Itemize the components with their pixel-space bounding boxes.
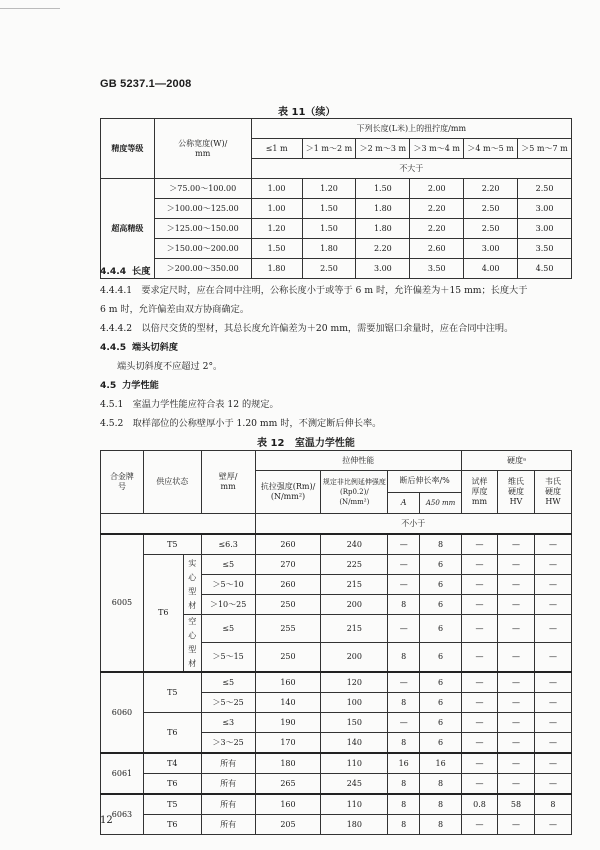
value-cell: 1.80 bbox=[251, 259, 302, 279]
value-cell: 170 bbox=[255, 733, 321, 754]
webster-unit: HW bbox=[545, 497, 561, 506]
value-cell: — bbox=[497, 595, 534, 615]
value-cell: — bbox=[497, 713, 534, 733]
value-cell: — bbox=[534, 774, 571, 795]
table-row bbox=[101, 815, 572, 835]
width-cell: ＞200.00～350.00 bbox=[154, 259, 251, 279]
value-cell: 1.80 bbox=[302, 239, 356, 259]
value-cell: — bbox=[462, 534, 498, 555]
wall-cell: ＞5～15 bbox=[201, 643, 255, 672]
table12-caption-num: 表 12 bbox=[257, 438, 285, 449]
section-number: 4.4.5 bbox=[100, 342, 127, 353]
wall-cell: ＞5～25 bbox=[201, 693, 255, 713]
width-cell: ＞150.00～200.00 bbox=[154, 239, 251, 259]
webster-label: 韦氏硬度 bbox=[544, 477, 561, 496]
table-row bbox=[101, 534, 572, 555]
wall-cell: 所有 bbox=[201, 815, 255, 835]
value-cell: 2.20 bbox=[356, 239, 410, 259]
vickers-unit: HV bbox=[509, 497, 523, 506]
value-cell: — bbox=[497, 534, 534, 555]
value-cell: 2.20 bbox=[410, 199, 464, 219]
value-cell: 120 bbox=[321, 672, 388, 693]
value-cell: 180 bbox=[255, 753, 321, 774]
section-number: 4.5 bbox=[100, 380, 117, 391]
clause-4-5-1: 4.5.1 室温力学性能应符合表 12 的规定。 bbox=[100, 399, 279, 410]
value-cell: 160 bbox=[255, 672, 321, 693]
alloy-cell: 6063 bbox=[101, 794, 144, 835]
value-cell: — bbox=[388, 534, 420, 555]
value-cell: — bbox=[534, 643, 571, 672]
value-cell: 6 bbox=[420, 615, 462, 643]
value-cell: 6 bbox=[420, 643, 462, 672]
header-elongation: 断后伸长率/% bbox=[388, 471, 462, 493]
sample-label: 试样厚度 bbox=[471, 477, 488, 496]
value-cell: 8 bbox=[420, 794, 462, 815]
value-cell: 1.80 bbox=[356, 199, 410, 219]
value-cell: 2.60 bbox=[410, 239, 464, 259]
value-cell: 8 bbox=[388, 693, 420, 713]
value-cell: 1.00 bbox=[251, 199, 302, 219]
value-cell: 1.50 bbox=[302, 219, 356, 239]
table11-header-width bbox=[154, 119, 251, 179]
value-cell: — bbox=[497, 753, 534, 774]
clause-4-4-4-1: 4.4.4.1 要求定尺时，应在合同中注明，公称长度小于或等于 6 m 时，允许偏差为＋15 mm；长度大于 bbox=[100, 285, 528, 296]
value-cell: — bbox=[534, 615, 571, 643]
value-cell: 160 bbox=[255, 794, 321, 815]
header-hardness-group: 硬度ᵃ bbox=[462, 451, 572, 471]
value-cell: — bbox=[462, 774, 498, 795]
value-cell: 270 bbox=[255, 555, 321, 575]
wall-cell: ≤6.3 bbox=[201, 534, 255, 555]
header-wall bbox=[201, 451, 255, 514]
alloy-cell: 6061 bbox=[101, 753, 144, 794]
value-cell: 215 bbox=[321, 615, 388, 643]
width-label: 公称宽度(W)/ bbox=[178, 138, 228, 148]
value-cell: 8 bbox=[388, 815, 420, 835]
state-cell: T5 bbox=[143, 672, 201, 713]
section-title: 端头切斜度 bbox=[132, 342, 178, 353]
value-cell: 245 bbox=[321, 774, 388, 795]
vickers-label: 维氏硬度 bbox=[507, 477, 524, 496]
state-cell: T5 bbox=[143, 794, 201, 815]
value-cell: 205 bbox=[255, 815, 321, 835]
value-cell: — bbox=[534, 575, 571, 595]
rp-unit: (N/mm²) bbox=[339, 498, 370, 506]
sample-unit: mm bbox=[471, 497, 488, 506]
value-cell: 250 bbox=[255, 643, 321, 672]
section-title: 力学性能 bbox=[122, 380, 159, 391]
value-cell: 180 bbox=[321, 815, 388, 835]
value-cell: — bbox=[462, 672, 498, 693]
table12-not-less: 不小于 bbox=[255, 514, 571, 535]
value-cell: 190 bbox=[255, 713, 321, 733]
section-number: 4.4.4 bbox=[100, 266, 127, 277]
value-cell: 2.50 bbox=[518, 179, 572, 199]
value-cell: 3.00 bbox=[518, 199, 572, 219]
value-cell: 0.8 bbox=[462, 794, 498, 815]
value-cell: — bbox=[388, 555, 420, 575]
value-cell: 6 bbox=[420, 733, 462, 754]
value-cell: 2.50 bbox=[464, 199, 518, 219]
value-cell: — bbox=[462, 713, 498, 733]
value-cell: — bbox=[534, 733, 571, 754]
table12-caption bbox=[257, 434, 355, 449]
page-number: 12 bbox=[100, 815, 113, 826]
table-row bbox=[101, 713, 572, 733]
value-cell: 16 bbox=[420, 753, 462, 774]
wall-cell: ≤3 bbox=[201, 713, 255, 733]
rp-label: 规定非比例延伸强度(Rp0.2)/ bbox=[322, 478, 386, 496]
wall-label: 壁厚/ bbox=[218, 472, 238, 481]
value-cell: 3.50 bbox=[410, 259, 464, 279]
section-title: 长度 bbox=[132, 266, 151, 277]
rm-label: 抗拉强度(Rm)/ bbox=[260, 482, 316, 491]
table11 bbox=[100, 118, 572, 279]
value-cell: 240 bbox=[321, 534, 388, 555]
value-cell: 1.80 bbox=[356, 219, 410, 239]
section-4-4-4 bbox=[100, 262, 150, 281]
value-cell: 1.20 bbox=[302, 179, 356, 199]
header-supply: 供应状态 bbox=[143, 451, 201, 514]
clause-4-4-5-text: 端头切斜度不应超过 2°。 bbox=[117, 361, 223, 372]
value-cell: 255 bbox=[255, 615, 321, 643]
wall-cell: 所有 bbox=[201, 794, 255, 815]
width-cell: ＞100.00～125.00 bbox=[154, 199, 251, 219]
value-cell: 265 bbox=[255, 774, 321, 795]
value-cell: 6 bbox=[420, 595, 462, 615]
value-cell: — bbox=[534, 713, 571, 733]
table-row bbox=[101, 259, 572, 279]
length-range: ＞4 m～5 m bbox=[464, 139, 518, 159]
value-cell: 1.50 bbox=[251, 239, 302, 259]
value-cell: — bbox=[534, 534, 571, 555]
section-4-5 bbox=[100, 376, 159, 395]
wall-cell: ＞3～25 bbox=[201, 733, 255, 754]
table-row bbox=[101, 219, 572, 239]
wall-cell: 所有 bbox=[201, 753, 255, 774]
value-cell: — bbox=[462, 615, 498, 643]
scan-edge-line bbox=[0, 8, 60, 9]
wall-cell: ≤5 bbox=[201, 555, 255, 575]
header-a: A bbox=[388, 492, 420, 514]
length-range: ＞3 m～4 m bbox=[410, 139, 464, 159]
value-cell: 8 bbox=[388, 595, 420, 615]
table-row bbox=[101, 199, 572, 219]
value-cell: 2.20 bbox=[410, 219, 464, 239]
value-cell: — bbox=[497, 774, 534, 795]
value-cell: — bbox=[534, 753, 571, 774]
value-cell: — bbox=[497, 693, 534, 713]
value-cell: 250 bbox=[255, 595, 321, 615]
value-cell: 58 bbox=[497, 794, 534, 815]
value-cell: 6 bbox=[420, 575, 462, 595]
wall-unit: mm bbox=[220, 482, 236, 491]
value-cell: 2.20 bbox=[464, 179, 518, 199]
width-cell: ＞75.00～100.00 bbox=[154, 179, 251, 199]
value-cell: — bbox=[497, 615, 534, 643]
value-cell: 8 bbox=[534, 794, 571, 815]
subtype-cell: 实心型材 bbox=[183, 555, 201, 615]
value-cell: 6 bbox=[420, 555, 462, 575]
standard-header: GB 5237.1—2008 bbox=[100, 78, 192, 90]
state-cell: T6 bbox=[143, 815, 201, 835]
wall-cell: ≤5 bbox=[201, 672, 255, 693]
value-cell: 8 bbox=[420, 534, 462, 555]
value-cell: — bbox=[462, 595, 498, 615]
header-sample-thickness bbox=[462, 471, 498, 514]
value-cell: 2.50 bbox=[464, 219, 518, 239]
value-cell: 260 bbox=[255, 534, 321, 555]
header-rm bbox=[255, 471, 321, 514]
value-cell: — bbox=[534, 693, 571, 713]
grade-cell: 超高精级 bbox=[101, 179, 155, 279]
state-cell: T5 bbox=[143, 534, 201, 555]
value-cell: — bbox=[462, 555, 498, 575]
value-cell: — bbox=[497, 643, 534, 672]
table-row bbox=[101, 555, 572, 575]
subtype-cell: 空心型材 bbox=[183, 615, 201, 673]
value-cell: 100 bbox=[321, 693, 388, 713]
clause-4-4-4-1-cont: 6 m 时，允许偏差由双方协商确定。 bbox=[100, 304, 250, 315]
value-cell: — bbox=[388, 615, 420, 643]
value-cell: 8 bbox=[388, 643, 420, 672]
value-cell: 2.00 bbox=[410, 179, 464, 199]
value-cell: 3.50 bbox=[518, 239, 572, 259]
section-4-4-5 bbox=[100, 338, 178, 357]
table12-caption-title: 室温力学性能 bbox=[294, 438, 355, 449]
width-cell: ＞125.00～150.00 bbox=[154, 219, 251, 239]
value-cell: 1.50 bbox=[302, 199, 356, 219]
value-cell: 6 bbox=[420, 672, 462, 693]
value-cell: 1.50 bbox=[356, 179, 410, 199]
value-cell: — bbox=[462, 575, 498, 595]
value-cell: 1.00 bbox=[251, 179, 302, 199]
value-cell: 16 bbox=[388, 753, 420, 774]
value-cell: — bbox=[462, 643, 498, 672]
value-cell: 225 bbox=[321, 555, 388, 575]
value-cell: 110 bbox=[321, 794, 388, 815]
value-cell: 150 bbox=[321, 713, 388, 733]
value-cell: 1.20 bbox=[251, 219, 302, 239]
table-row bbox=[101, 179, 572, 199]
value-cell: — bbox=[462, 753, 498, 774]
value-cell: 8 bbox=[388, 733, 420, 754]
table-row bbox=[101, 672, 572, 693]
table11-not-greater: 不大于 bbox=[251, 159, 571, 179]
value-cell: — bbox=[462, 733, 498, 754]
value-cell: — bbox=[534, 815, 571, 835]
length-range: ＞2 m～3 m bbox=[356, 139, 410, 159]
wall-cell: ＞10～25 bbox=[201, 595, 255, 615]
length-range: ＞1 m～2 m bbox=[302, 139, 356, 159]
value-cell: 110 bbox=[321, 753, 388, 774]
clause-4-5-2: 4.5.2 取样部位的公称壁厚小于 1.20 mm 时，不测定断后伸长率。 bbox=[100, 418, 382, 429]
rm-unit: (N/mm²) bbox=[270, 492, 306, 501]
state-cell: T6 bbox=[143, 555, 183, 673]
value-cell: 8 bbox=[420, 774, 462, 795]
state-cell: T4 bbox=[143, 753, 201, 774]
state-cell: T6 bbox=[143, 774, 201, 795]
length-range: ＞5 m～7 m bbox=[518, 139, 572, 159]
value-cell: — bbox=[497, 555, 534, 575]
value-cell: — bbox=[388, 575, 420, 595]
value-cell: 3.00 bbox=[356, 259, 410, 279]
state-cell: T6 bbox=[143, 713, 201, 754]
value-cell: — bbox=[497, 815, 534, 835]
value-cell: 6 bbox=[420, 693, 462, 713]
header-a50: A50 mm bbox=[420, 492, 462, 514]
value-cell: — bbox=[534, 672, 571, 693]
wall-cell: ＞5～10 bbox=[201, 575, 255, 595]
value-cell: 140 bbox=[321, 733, 388, 754]
value-cell: 260 bbox=[255, 575, 321, 595]
wall-cell: ≤5 bbox=[201, 615, 255, 643]
table12 bbox=[100, 450, 572, 835]
value-cell: 8 bbox=[388, 794, 420, 815]
value-cell: — bbox=[388, 713, 420, 733]
header-tensile-group: 拉伸性能 bbox=[255, 451, 461, 471]
length-range: ≤1 m bbox=[251, 139, 302, 159]
value-cell: 215 bbox=[321, 575, 388, 595]
alloy-cell: 6005 bbox=[101, 534, 144, 672]
header-vickers bbox=[497, 471, 534, 514]
value-cell: 6 bbox=[420, 713, 462, 733]
value-cell: 8 bbox=[420, 815, 462, 835]
value-cell: — bbox=[388, 672, 420, 693]
value-cell: 200 bbox=[321, 595, 388, 615]
header-webster bbox=[534, 471, 571, 514]
value-cell: — bbox=[462, 693, 498, 713]
value-cell: 8 bbox=[388, 774, 420, 795]
table11-caption: 表 11（续） bbox=[278, 107, 336, 118]
value-cell: — bbox=[534, 555, 571, 575]
wall-cell: 所有 bbox=[201, 774, 255, 795]
value-cell: — bbox=[497, 575, 534, 595]
value-cell: 140 bbox=[255, 693, 321, 713]
value-cell: 2.50 bbox=[302, 259, 356, 279]
table11-header-length-group: 下列长度(L米)上的扭拧度/mm bbox=[251, 119, 571, 139]
table-row bbox=[101, 774, 572, 795]
blank-cell bbox=[101, 514, 256, 535]
value-cell: — bbox=[534, 595, 571, 615]
table-row bbox=[101, 794, 572, 815]
table-row bbox=[101, 239, 572, 259]
value-cell: 3.00 bbox=[464, 239, 518, 259]
table-row bbox=[101, 753, 572, 774]
clause-4-4-4-2: 4.4.4.2 以倍尺交货的型材，其总长度允许偏差为＋20 mm，需要加锯口余量时，应在合同中注明。 bbox=[100, 323, 514, 334]
value-cell: — bbox=[497, 672, 534, 693]
header-alloy: 合金牌号 bbox=[101, 451, 144, 514]
value-cell: — bbox=[497, 733, 534, 754]
value-cell: — bbox=[462, 815, 498, 835]
header-rp bbox=[321, 471, 388, 514]
value-cell: 4.50 bbox=[518, 259, 572, 279]
value-cell: 4.00 bbox=[464, 259, 518, 279]
alloy-cell: 6060 bbox=[101, 672, 144, 753]
table11-header-grade: 精度等级 bbox=[101, 119, 155, 179]
value-cell: 200 bbox=[321, 643, 388, 672]
width-unit: mm bbox=[195, 148, 211, 158]
value-cell: 3.00 bbox=[518, 219, 572, 239]
